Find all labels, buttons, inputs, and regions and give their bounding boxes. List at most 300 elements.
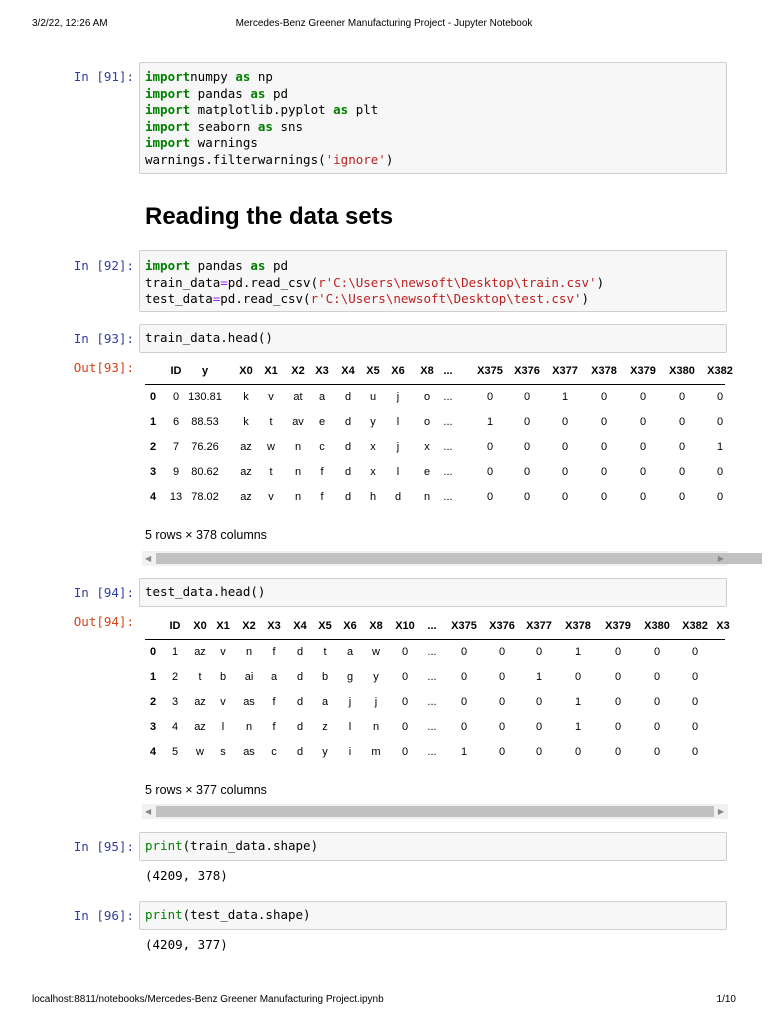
code-line [140,291,726,308]
table-cell: 0 [600,441,608,453]
table-cell: 0 [639,466,647,478]
code-line [140,86,726,103]
table-cell: n [294,466,302,478]
code-token: seaborn [190,118,251,134]
table-cell: at [293,391,303,403]
code-token: r'C:\Users\newsoft\Desktop\test.csv' [310,291,582,307]
row-index: 3 [149,721,157,733]
table-cell: w [267,441,275,453]
table-cell: y [370,416,376,428]
table-cell: 0 [401,646,409,658]
code-token: plt [348,102,379,118]
table-cell: d [296,671,304,683]
table-cell: g [346,671,354,683]
code-token: r'C:\Users\newsoft\Desktop\train.csv' [318,274,597,290]
code-token: as [227,69,251,84]
column-header: X378 [565,620,591,632]
table-cell: a [321,696,329,708]
code-token: = [212,291,221,307]
code-cell-96[interactable] [139,901,727,930]
column-header: X10 [395,620,415,632]
table-cell: n [423,491,431,503]
scrollbar-thumb[interactable] [156,553,762,564]
rows-info-test: 5 rows × 377 columns [145,783,267,797]
code-token: numpy [190,69,228,84]
table-cell: 0 [600,466,608,478]
table-cell: 0 [678,466,686,478]
table-cell: 0 [561,466,569,478]
row-index: 1 [149,416,157,428]
code-token: print [145,838,183,853]
column-header: X3 [716,620,730,632]
table-cell: 13 [169,491,183,503]
table-cell: 0 [486,491,494,503]
column-header: X376 [514,365,540,377]
code-token: warnings [190,135,258,151]
table-cell: d [296,696,304,708]
table-cell: 78.02 [191,491,219,503]
table-cell: 0 [401,746,409,758]
table-cell: 0 [523,466,531,478]
table-header-row [145,614,730,639]
table-cell: 0 [574,671,582,683]
table-cell: 0 [716,416,724,428]
column-header: X4 [341,365,355,377]
table-cell: 0 [401,721,409,733]
row-index: 3 [149,466,157,478]
table-cell: l [221,721,225,733]
table-cell: 0 [600,416,608,428]
print-datetime: 3/2/22, 12:26 AM [32,18,108,29]
column-header: ... [443,365,453,377]
column-header: X0 [239,365,253,377]
column-header: X380 [644,620,670,632]
table-cell: 0 [486,391,494,403]
row-index: 4 [149,746,157,758]
table-cell: 0 [614,746,622,758]
column-header: X6 [343,620,357,632]
table-cell: 0 [498,721,506,733]
in-prompt-94: In [94]: [73,585,134,600]
table-cell: 0 [614,646,622,658]
column-header: X8 [369,620,383,632]
output-test-shape: (4209, 377) [145,937,228,952]
code-cell-95[interactable] [139,832,727,861]
column-header: X4 [293,620,307,632]
table-cell: as [243,746,255,758]
table-cell: 0 [639,491,647,503]
code-cell-92[interactable] [139,250,727,312]
code-token: ) [581,291,590,307]
table-cell: 2 [171,671,179,683]
table-cell: 80.62 [191,466,219,478]
column-header: X377 [526,620,552,632]
table-cell: 0 [523,416,531,428]
table-cell: 0 [561,416,569,428]
table-cell: 0 [678,391,686,403]
table-cell: v [268,491,274,503]
table-cell: a [270,671,278,683]
table-cell: 0 [716,391,724,403]
table-cell: ... [427,721,437,733]
table-cell: 0 [401,696,409,708]
table-cell: w [196,746,204,758]
table-cell: f [320,466,324,478]
table-cell: 7 [172,441,180,453]
table-cell: ... [427,696,437,708]
code-line [140,119,726,136]
table-cell: 0 [535,746,543,758]
table-cell: 0 [460,646,468,658]
table-cell: av [292,416,304,428]
table-cell: ... [443,416,453,428]
table-row [145,435,725,460]
in-prompt-92: In [92]: [73,258,134,273]
table-cell: e [318,416,326,428]
table-cell: k [243,416,249,428]
table-cell: t [269,466,273,478]
code-token: import [145,258,191,273]
code-token: pd.read_csv( [220,291,311,307]
table-cell: 0 [691,696,699,708]
table-cell: f [272,721,276,733]
table-cell: 0 [523,491,531,503]
table-cell: 0 [653,696,661,708]
table-cell: ... [443,441,453,453]
table-cell: y [322,746,328,758]
output-train-shape: (4209, 378) [145,868,228,883]
table-cell: 76.26 [191,441,219,453]
table-cell: 0 [460,721,468,733]
table-cell: d [344,416,352,428]
table-cell: u [369,391,377,403]
column-header: X2 [291,365,305,377]
table-cell: e [423,466,431,478]
table-cell: t [269,416,273,428]
code-cell-94[interactable] [139,578,727,607]
code-token: (test_data.shape) [182,907,311,922]
table-cell: ... [443,391,453,403]
table-cell: a [346,646,354,658]
row-index: 1 [149,671,157,683]
column-header: X382 [682,620,708,632]
table-cell: 0 [653,671,661,683]
table-row [145,690,725,715]
table-cell: n [294,441,302,453]
table-cell: az [240,491,252,503]
code-line [140,584,726,601]
code-cell-91[interactable] [139,62,727,174]
table-cell: 5 [171,746,179,758]
table-cell: 0 [653,721,661,733]
table-cell: 0 [678,416,686,428]
table-cell: m [371,746,381,758]
table-cell: 0 [561,491,569,503]
table-cell: 0 [691,746,699,758]
table-cell: 0 [600,391,608,403]
table-cell: 0 [561,441,569,453]
out-prompt-94: Out[94]: [73,614,134,629]
table-cell: n [245,721,253,733]
table-cell: c [271,746,277,758]
table-cell: j [396,441,400,453]
table-row [145,410,725,435]
table-cell: d [394,491,402,503]
code-token: import [145,85,191,101]
table-cell: v [220,646,226,658]
table-cell: 0 [639,441,647,453]
row-index: 2 [149,696,157,708]
section-heading: Reading the data sets [145,203,394,230]
code-token: ) [596,274,605,290]
table-cell: l [348,721,352,733]
print-footer [32,994,736,1005]
table-cell: 0 [614,721,622,733]
column-header: X379 [630,365,656,377]
code-token: pd [265,258,288,273]
in-prompt-91: In [91]: [73,69,134,84]
row-index: 2 [149,441,157,453]
table-cell: c [319,441,325,453]
column-header: X1 [216,620,230,632]
table-cell: 0 [486,441,494,453]
column-header: X3 [267,620,281,632]
table-row [145,740,725,765]
table-cell: 1 [561,391,569,403]
code-token: as [242,85,266,101]
table-cell: 1 [574,696,582,708]
table-cell: 0 [460,696,468,708]
scroll-left-icon[interactable]: ◀ [145,807,152,816]
table-cell: az [194,721,206,733]
table-cell: k [243,391,249,403]
print-url: localhost:8811/notebooks/Mercedes-Benz Greener Manufacturing Project.ipynb [32,994,384,1005]
code-token: ) [385,151,394,167]
code-token: pandas [190,85,243,101]
column-header: X379 [605,620,631,632]
table-cell: j [348,696,352,708]
table-cell: 0 [498,746,506,758]
code-token: import [145,118,191,134]
table-cell: 0 [678,441,686,453]
table-row [145,665,725,690]
table-cell: ... [427,646,437,658]
scrollbar-thumb[interactable] [156,806,714,817]
row-index: 0 [149,391,157,403]
column-header: X5 [366,365,380,377]
table-cell: x [370,466,376,478]
table-cell: ... [443,466,453,478]
table-cell: x [370,441,376,453]
column-header: X375 [451,620,477,632]
dataframe-test-head [145,614,730,765]
table-cell: o [423,416,431,428]
column-header: X376 [489,620,515,632]
table-cell: 130.81 [188,391,222,403]
table-cell: 0 [653,746,661,758]
column-header: X377 [552,365,578,377]
table-cell: 0 [716,466,724,478]
scroll-right-icon[interactable]: ▶ [717,554,724,563]
code-token: as [242,258,266,273]
column-header: X3 [315,365,329,377]
column-header: ... [427,620,437,632]
table-cell: 0 [486,466,494,478]
table-cell: f [320,491,324,503]
column-header: ID [170,365,182,377]
column-header: X382 [707,365,733,377]
table-cell: b [219,671,227,683]
dataframe-train-head [145,359,733,510]
table-cell: 1 [574,721,582,733]
print-title: Mercedes-Benz Greener Manufacturing Project - Jupyter Notebook [235,18,533,29]
table-cell: 0 [639,416,647,428]
table-cell: v [220,696,226,708]
table-cell: 0 [691,721,699,733]
table-cell: ai [244,671,254,683]
code-token: pd [265,85,288,101]
column-header: X375 [477,365,503,377]
table-cell: j [374,696,378,708]
table-cell: x [424,441,430,453]
table-cell: 1 [574,646,582,658]
code-line [140,152,726,169]
table-cell: 0 [614,696,622,708]
out-prompt-93: Out[93]: [73,360,134,375]
column-header: X5 [318,620,332,632]
code-line [140,275,726,292]
in-prompt-93: In [93]: [73,331,134,346]
table-cell: 3 [171,696,179,708]
code-token: as [325,102,349,118]
table-cell: d [296,646,304,658]
table-cell: t [323,646,327,658]
code-token: warnings.filterwarnings( [145,151,326,167]
table-cell: ... [427,671,437,683]
code-token: import [145,69,191,84]
table-cell: w [372,646,380,658]
code-token: import [145,135,191,151]
horizontal-scrollbar-test[interactable] [142,804,728,819]
table-header-row [145,359,733,384]
table-cell: 0 [523,441,531,453]
column-header: X6 [391,365,405,377]
table-cell: 1 [171,646,179,658]
column-header: X380 [669,365,695,377]
table-cell: 0 [401,671,409,683]
table-cell: 1 [460,746,468,758]
column-header: X378 [591,365,617,377]
table-cell: h [369,491,377,503]
table-cell: ... [427,746,437,758]
table-cell: 0 [523,391,531,403]
code-token: test_data.head() [145,584,266,599]
horizontal-scrollbar-train[interactable] [142,551,728,566]
code-token: train_data [145,274,221,290]
code-line [140,69,726,86]
table-cell: 0 [498,696,506,708]
in-prompt-96: In [96]: [73,908,134,923]
table-cell: 0 [574,746,582,758]
code-line [140,838,726,855]
table-cell: d [344,466,352,478]
table-cell: 0 [535,696,543,708]
code-token: pd.read_csv( [227,274,319,290]
table-cell: o [423,391,431,403]
print-page-number: 1/10 [716,994,736,1005]
table-cell: 0 [639,391,647,403]
column-header: y [201,365,209,377]
table-row [145,715,725,740]
code-cell-93[interactable] [139,324,727,353]
code-line [140,102,726,119]
code-token: = [220,274,228,290]
table-cell: 0 [172,391,180,403]
table-cell: z [322,721,328,733]
table-cell: az [240,441,252,453]
table-cell: t [198,671,202,683]
table-cell: az [240,466,252,478]
table-cell: i [348,746,352,758]
rows-info-train: 5 rows × 378 columns [145,528,267,542]
table-cell: 0 [614,671,622,683]
table-cell: 88.53 [191,416,219,428]
code-line [140,258,726,275]
code-token: print [145,907,183,922]
table-cell: 6 [172,416,180,428]
code-token: as [250,118,273,134]
code-token: 'ignore' [325,151,386,167]
code-token: sns [272,118,304,134]
table-cell: 0 [498,671,506,683]
table-cell: d [296,721,304,733]
table-cell: 1 [535,671,543,683]
table-cell: b [321,671,329,683]
table-cell: l [396,466,400,478]
code-token: pandas [190,258,243,273]
column-header: X0 [193,620,207,632]
table-cell: d [296,746,304,758]
table-cell: f [272,646,276,658]
print-header [32,18,736,29]
table-cell: d [344,491,352,503]
code-line [140,907,726,924]
table-cell: s [220,746,226,758]
scroll-left-icon[interactable]: ◀ [145,554,152,563]
table-cell: 0 [498,646,506,658]
table-cell: as [243,696,255,708]
table-cell: n [294,491,302,503]
column-header: X2 [242,620,256,632]
table-cell: 0 [600,491,608,503]
table-cell: 0 [653,646,661,658]
table-cell: d [344,441,352,453]
table-cell: 0 [535,646,543,658]
code-token: matplotlib.pyplot [190,102,326,118]
table-cell: 1 [716,441,724,453]
table-cell: l [396,416,400,428]
scroll-right-icon[interactable]: ▶ [717,807,724,816]
code-line [140,330,726,347]
table-row [145,485,725,510]
table-cell: d [344,391,352,403]
column-header: X8 [420,365,434,377]
table-cell: az [194,696,206,708]
table-cell: 0 [678,491,686,503]
table-cell: az [194,646,206,658]
code-line [140,135,726,152]
table-cell: n [372,721,380,733]
